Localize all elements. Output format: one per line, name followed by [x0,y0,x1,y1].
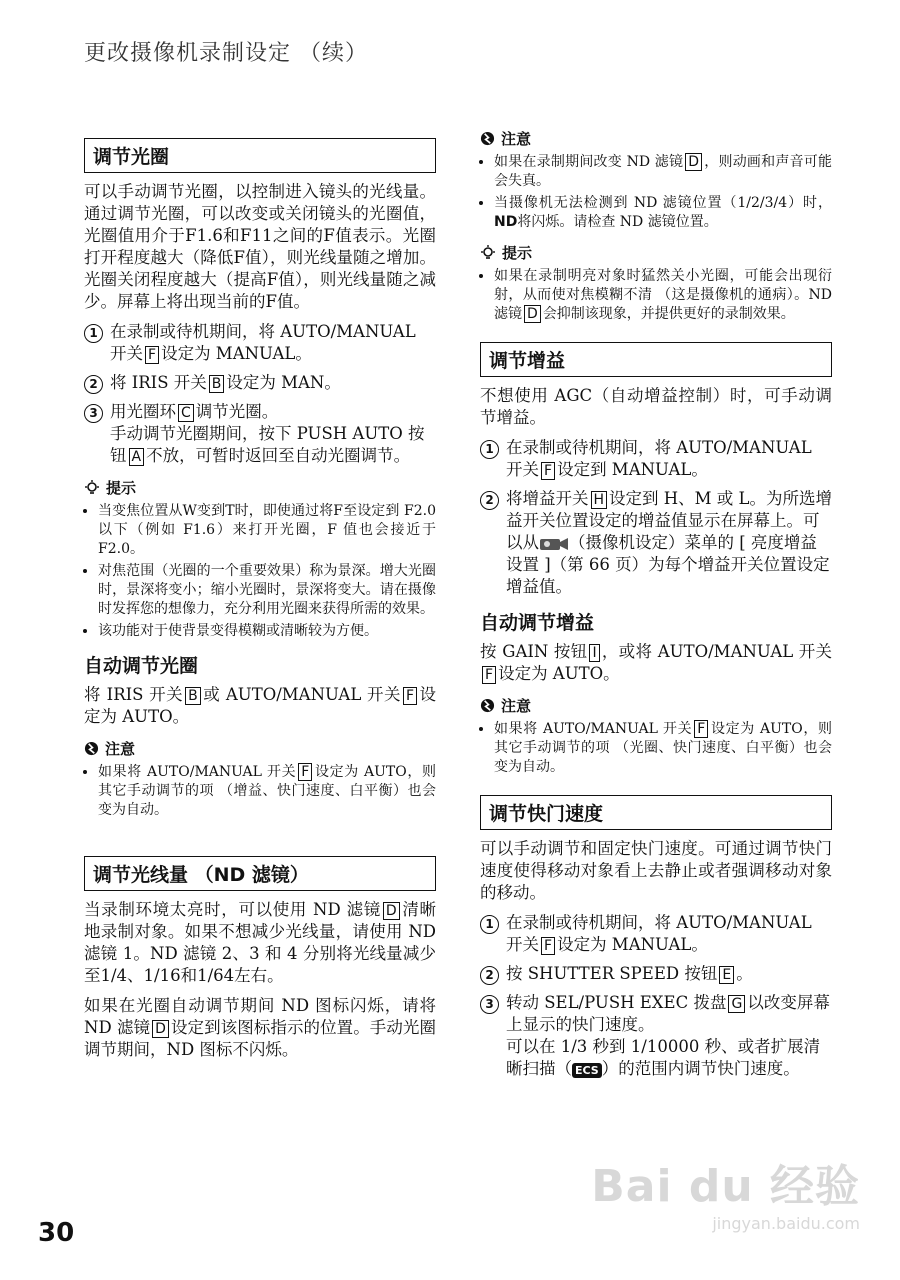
step-text: 用光圈环 [110,402,176,421]
key-label: F [541,937,555,955]
key-label: I [589,644,599,662]
watermark-url: jingyan.baidu.com [712,1214,860,1233]
auto-iris-text [84,684,436,728]
step-text: 按 SHUTTER SPEED 按钮 [506,964,718,983]
gain-step-1 [480,437,832,481]
step-number: 3 [84,404,103,423]
step-text: 设定为 MANUAL。 [161,344,312,363]
key-label: F [403,687,417,705]
text: 如果将 AUTO/MANUAL 开关 [494,721,693,737]
text: 当录制环境太亮时，可以使用 ND 滤镜 [84,900,381,919]
key-label: C [178,404,194,422]
step-text: 将增益开关 [506,489,589,508]
text: 如果将 AUTO/MANUAL 开关 [98,764,297,780]
watermark [591,1150,860,1233]
text: 设定为 AUTO。 [498,664,620,683]
step-text: 设定到 MANUAL。 [557,460,708,479]
page-header: 更改摄像机录制设定 （续） [84,41,368,66]
page-number: 30 [38,1218,75,1248]
key-label: E [719,966,734,984]
key-label: B [209,375,225,393]
key-label: G [728,995,745,1013]
key-label: F [482,666,496,684]
caution-icon [480,698,495,713]
nd-para-2 [84,995,436,1061]
note-heading [480,128,832,149]
key-label: F [541,462,555,480]
list-item [494,194,832,232]
step-text: 在录制或待机期间，将 AUTO/MANUAL 开关 [110,322,416,363]
step-text: 。 [736,964,753,983]
section-title-auto-iris: 自动调节光圈 [84,655,199,677]
text: 当摄像机无法检测到 ND 滤镜位置（1/2/3/4）时， [494,195,832,211]
text: 按 GAIN 按钮 [480,642,588,661]
step-text: 调节光圈。 [195,402,279,421]
list-item: • 对焦范围（光圈的一个重要效果）称为景深。增大光圈时，景深将变小；缩小光圈时，景深将变大。请在摄像时发挥您的想像力，充分利用光圈来获得所需的效果。 [98,562,436,619]
step-text: 设定为 MANUAL。 [557,935,708,954]
list-item [494,153,832,191]
lightbulb-icon [480,245,496,261]
section-title-gain: 调节增益 [480,342,832,377]
lightbulb-icon [84,480,100,496]
list-item: • 该功能对于使背景变得模糊或清晰较为方便。 [98,622,436,641]
tip-heading [480,242,832,263]
text: 清晰地录制对象。如果不想减少光线量，请使用 ND 滤镜 1。ND 滤镜 2、3 和 4 分别将光线量减少至1/4、1/16和1/64左右。 [84,900,437,985]
right-column [480,128,832,1087]
caution-icon [480,131,495,146]
step-text: 设定为 MAN。 [226,373,341,392]
caution-icon [84,741,99,756]
step-text: 将 IRIS 开关 [110,373,207,392]
step-text: 可以在 1/3 秒到 1/10000 秒、或者扩展清晰扫描（ [506,1037,821,1078]
tip-heading [84,477,436,498]
note-label: 注意 [501,130,532,148]
key-label: H [591,491,608,509]
camera-settings-icon [539,536,569,552]
step-text: 转动 SEL/PUSH EXEC 拨盘 [506,993,727,1012]
note-label: 注意 [501,697,532,715]
section-title-iris: 调节光圈 [84,138,436,173]
list-item [494,267,832,324]
text: 将闪烁。请检查 ND 滤镜位置。 [517,214,718,230]
section-title-shutter: 调节快门速度 [480,795,832,830]
section-title-nd-filter: 调节光线量 （ND 滤镜） [84,856,436,891]
step-text: 设定到 H、M 或 L。为所选增益开关位置设定的增益值显示在屏幕上。可以从 [506,489,833,552]
iris-step-3 [84,401,436,467]
ecs-icon: ECS [572,1063,602,1078]
list-item: • 当变焦位置从W变到T时，即使通过将F至设定到 F2.0 以下（例如 F1.6）来打开光圈，F 值也会接近于 F2.0。 [98,502,436,559]
list-item [98,763,436,820]
auto-iris-notes [84,763,436,820]
left-column [84,138,436,1069]
step-text: 以改变屏幕上显示的快门速度。 [506,993,830,1034]
step-text: 不放，可暂时返回至自动光圈调节。 [146,446,411,465]
auto-gain-notes [480,720,832,777]
iris-step-2 [84,372,436,394]
nd-notes [480,153,832,232]
note-heading [480,695,832,716]
tip-label: 提示 [106,479,137,497]
tip-label: 提示 [502,244,533,262]
text: 设定为 AUTO。 [84,685,437,726]
text: 设定到该图标指示的位置。手动光圈调节期间，ND 图标不闪烁。 [84,1018,436,1059]
key-label: F [298,763,312,781]
text: 如果在录制期间改变 ND 滤镜 [494,154,684,170]
nd-para-1 [84,899,436,987]
text: 如果在录制明亮对象时猛然关小光圈，可能会出现衍射，从而使对焦模糊不清 （这是摄像机的通病）。ND 滤镜 [494,268,832,322]
shutter-intro: 可以手动调节和固定快门速度。可通过调节快门速度使得移动对象看上去静止或者强调移动对象的移动。 [480,839,832,902]
note-label: 注意 [105,740,136,758]
step-number: 2 [480,491,499,510]
auto-gain-text [480,641,832,685]
text: 将 IRIS 开关 [84,685,184,704]
step-text: 手动调节光圈期间，按下 PUSH AUTO 按钮 [110,424,425,465]
text: 或 AUTO/MANUAL 开关 [202,685,401,704]
iris-tips [84,502,436,641]
step-number: 1 [480,915,499,934]
shutter-step-1 [480,912,832,956]
step-number: 2 [84,375,103,394]
key-label: D [152,1020,169,1038]
nd-tips [480,267,832,324]
key-label: D [383,902,400,920]
key-label: F [145,346,159,364]
gain-step-2 [480,488,832,598]
step-text: 在录制或待机期间，将 AUTO/MANUAL 开关 [506,438,812,479]
key-label: D [524,305,541,323]
step-number: 2 [480,966,499,985]
text: 如果在光圈自动调节期间 ND 图标闪烁，请将 ND 滤镜 [84,996,436,1037]
step-text: ）的范围内调节快门速度。 [601,1059,800,1078]
iris-intro: 可以手动调节光圈，以控制进入镜头的光线量。通过调节光圈，可以改变或关闭镜头的光圈值，光圈值用介于F1.6和F11之间的F值表示。光圈打开程度越大（降低F值），则光线量随之增加。光圈关闭程度越大（提高F值），则光线量随之减少。屏幕上将出现当前的F值。 [84,182,436,311]
note-heading [84,738,436,759]
step-number: 3 [480,995,499,1014]
text: 设定为 AUTO，则其它手动调节的项 （增益、快门速度、白平衡）也会变为自动。 [98,764,436,818]
step-number: 1 [84,324,103,343]
nd-icon: ND [494,214,518,230]
key-label: B [185,687,201,705]
iris-step-1 [84,321,436,365]
step-number: 1 [480,440,499,459]
text: 会抑制该现象，并提供更好的录制效果。 [542,306,795,322]
step-text: （摄像机设定）菜单的 [ 亮度增益设置 ]（第 66 页）为每个增益开关位置设定增益值。 [506,533,830,596]
section-title-auto-gain: 自动调节增益 [480,612,595,634]
shutter-step-2 [480,963,832,985]
key-label: A [129,448,145,466]
gain-intro: 不想使用 AGC（自动增益控制）时，可手动调节增益。 [480,386,832,427]
text: ，则动画和声音可能会失真。 [494,154,833,189]
text: 设定为 AUTO，则其它手动调节的项 （光圈、快门速度、白平衡）也会变为自动。 [494,721,832,775]
shutter-step-3 [480,992,832,1080]
key-label: D [685,153,702,171]
step-text: 在录制或待机期间，将 AUTO/MANUAL 开关 [506,913,812,954]
text: ，或将 AUTO/MANUAL 开关 [601,642,833,661]
key-label: F [694,720,708,738]
watermark-logo: Bai du 经验 [591,1161,860,1212]
list-item [494,720,832,777]
